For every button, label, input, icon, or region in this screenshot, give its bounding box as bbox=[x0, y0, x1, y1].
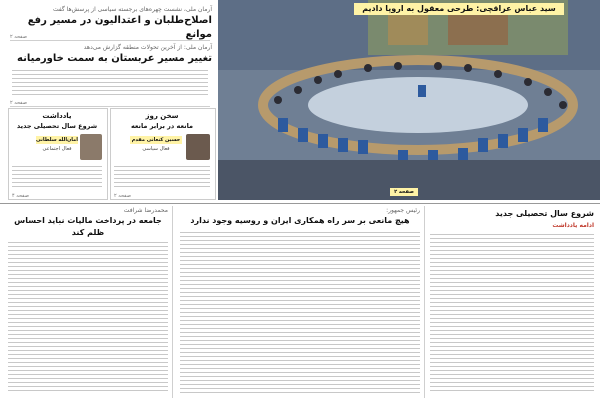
speech-author-name: حسین کنعانی مقدم bbox=[131, 137, 181, 143]
second-story-headline[interactable]: تغییر مسیر عربستان به سمت خاورمیانه bbox=[17, 53, 212, 64]
top-story-headline[interactable]: اصلاح‌طلبان و اعتدالیون در مسیر رفع موانع bbox=[27, 15, 212, 40]
divider bbox=[424, 206, 425, 398]
note-author-photo bbox=[80, 134, 102, 160]
speech-author-photo bbox=[186, 134, 210, 160]
photo-page-ref: صفحه ۲ bbox=[390, 188, 418, 196]
second-story-kicker: آرمان ملی: از آخرین تحولات منطقه گزارش می‌دهد bbox=[83, 44, 212, 51]
second-story-page-ref: صفحه ۲ bbox=[10, 100, 27, 106]
tax-story-headline[interactable]: جامعه در پرداخت مالیات نباید احساس ظلم کند bbox=[14, 216, 162, 237]
tax-story-body bbox=[8, 242, 168, 396]
note-column-title: یادداشت bbox=[42, 112, 72, 120]
president-story-body bbox=[180, 232, 420, 396]
photo-caption-headline: سید عباس عراقچی: طرحی معقول به اروپا دادیم bbox=[354, 3, 564, 15]
speech-column-headline[interactable]: مانعه در برابر مانعه bbox=[130, 122, 194, 130]
note-column-headline[interactable]: شروع سال تحصیلی جدید bbox=[16, 122, 98, 130]
speech-author-role: فعال سیاسی bbox=[142, 146, 170, 152]
president-story-headline[interactable]: هیچ مانعی بر سر راه همکاری ایران و روسیه وجود ندارد bbox=[190, 216, 410, 225]
divider bbox=[10, 40, 210, 41]
divider bbox=[172, 206, 173, 398]
top-story-kicker: آرمان ملی، نشست چهره‌های برجسته سیاسی از پرسش‌ها گفت bbox=[52, 6, 212, 13]
school-year-body bbox=[430, 234, 594, 396]
un-council-photo-illustration bbox=[218, 0, 600, 200]
divider bbox=[10, 106, 210, 107]
note-column-page-ref: صفحه ۴ bbox=[12, 193, 29, 199]
school-year-headline[interactable]: شروع سال تحصیلی جدید bbox=[495, 209, 594, 218]
note-author-name: امان‌الله سلطانی bbox=[35, 137, 78, 143]
divider bbox=[0, 203, 600, 204]
note-author-role: فعال اجتماعی bbox=[42, 146, 72, 152]
second-story-body bbox=[12, 70, 208, 100]
speech-column-title: سخن روز bbox=[145, 112, 179, 120]
top-story-page-ref: صفحه ۲ bbox=[10, 34, 27, 40]
speech-column-body bbox=[114, 166, 210, 192]
note-column-body bbox=[12, 166, 102, 192]
president-story-kicker: رئیس جمهور: bbox=[386, 207, 420, 214]
school-year-subhead: ادامه یادداشت bbox=[552, 222, 594, 229]
front-photo bbox=[218, 0, 600, 200]
tax-story-kicker: محمدرضا شرافت bbox=[123, 207, 168, 214]
speech-column-page-ref: صفحه ۲ bbox=[114, 193, 131, 199]
